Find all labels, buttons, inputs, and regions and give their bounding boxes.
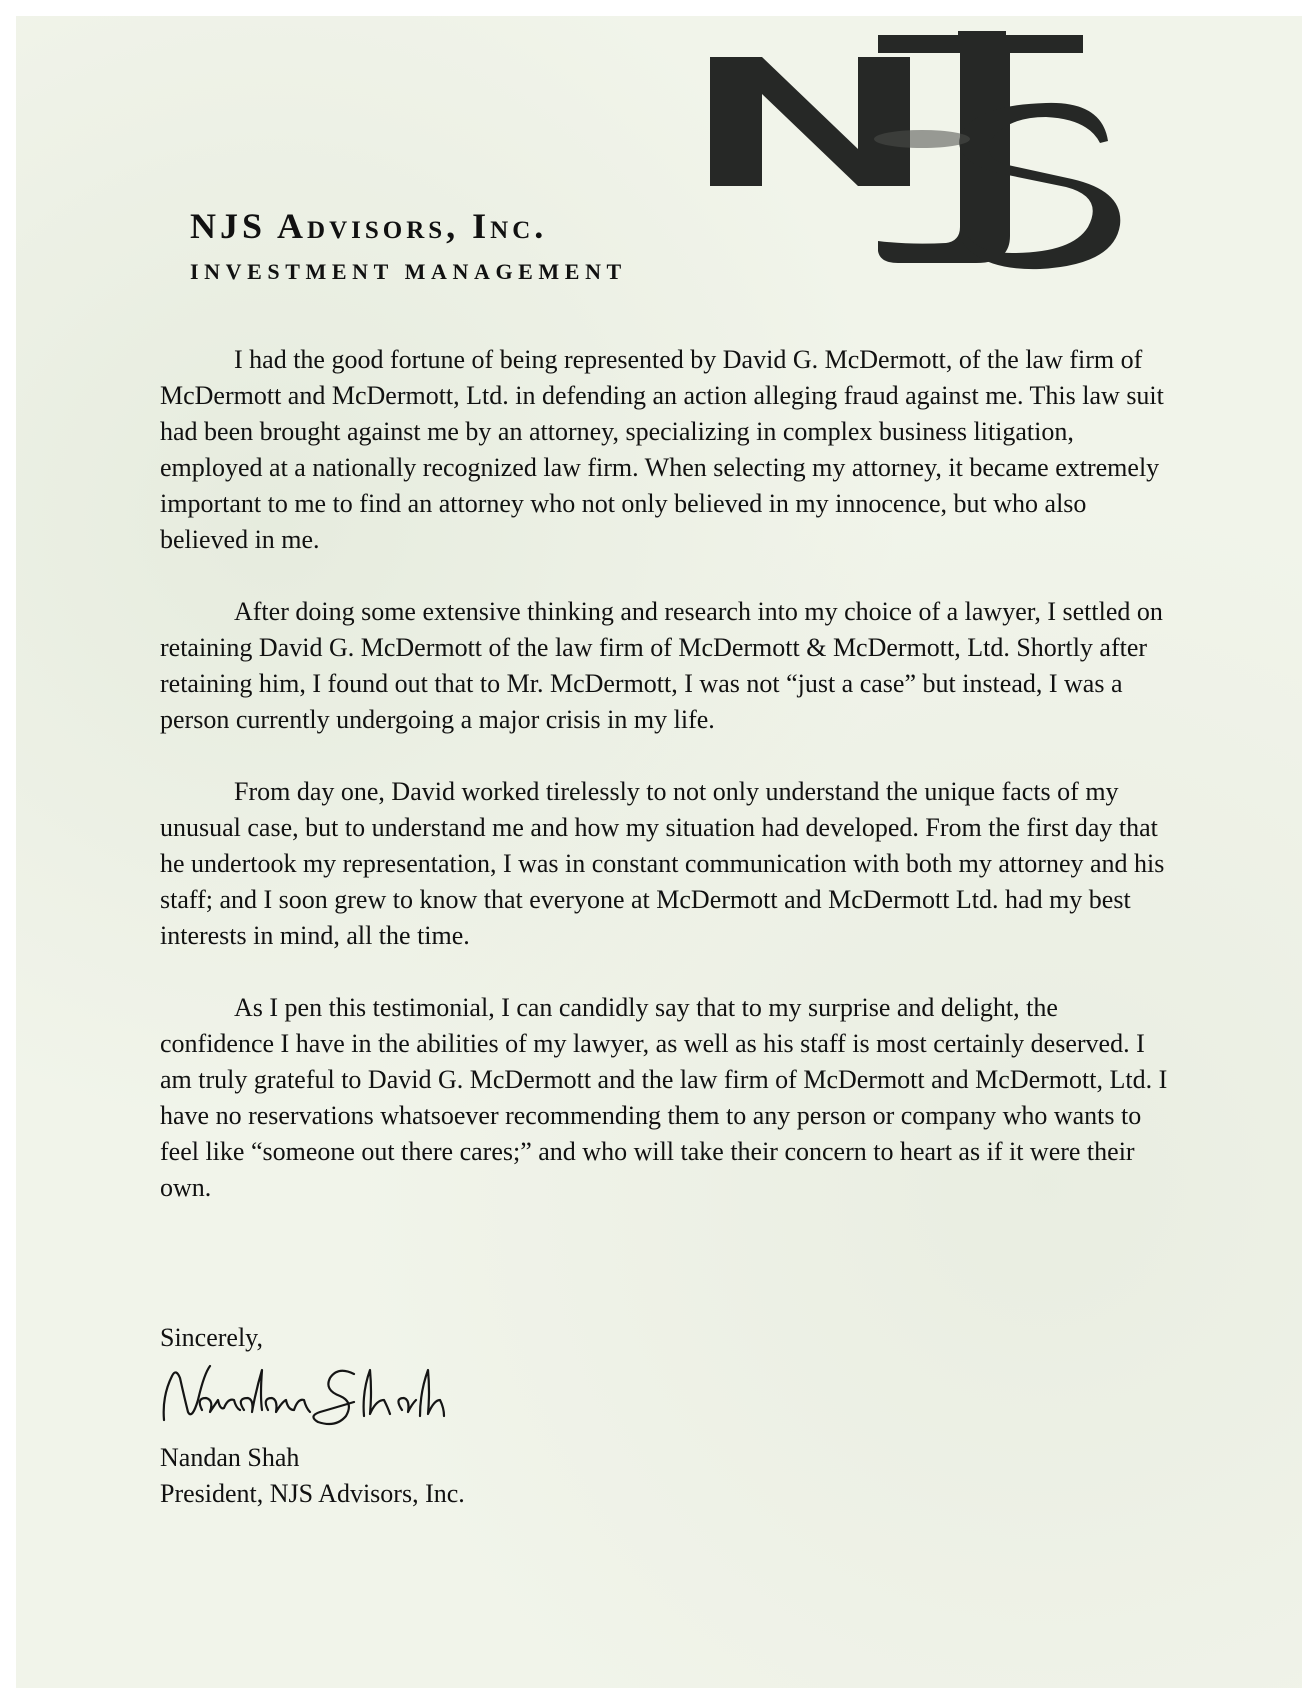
signer-title: President, NJS Advisors, Inc.	[160, 1479, 465, 1508]
company-name: NJS Advisors, Inc.	[190, 206, 548, 246]
signer-name: Nandan Shah	[160, 1443, 300, 1472]
closing: Sincerely,	[160, 1323, 263, 1352]
company-tagline: INVESTMENT MANAGEMENT	[190, 259, 627, 284]
signer-block	[160, 1440, 465, 1512]
paragraph-2: After doing some extensive thinking and research into my choice of a lawyer, I settled on retaining David G. McDermott of the law firm of McDermott & McDermott, Ltd. Shortly after retaining him, I found out that to Mr. McDermott, I was not “just a case” but instead, I was a person currently undergoing a major crisis in my life.	[160, 597, 1163, 734]
letter-page	[16, 16, 1302, 1688]
handwritten-signature	[158, 1356, 448, 1432]
paragraph-3: From day one, David worked tirelessly to not only understand the unique facts of my unusual case, but to understand me and how my situation had developed. From the first day that he undertook my representation, I was in constant communication with both my attorney and his staff; and I soon grew to know that everyone at McDermott and McDermott Ltd. had my best interests in mind, all the time.	[160, 777, 1165, 950]
paragraph-4: As I pen this testimonial, I can candidly say that to my surprise and delight, the confidence I have in the abilities of my lawyer, as well as his staff is most certainly deserved. I am truly grateful to David G. McDermott and the law firm of McDermott and McDermott, Ltd. I have no reservations whatsoever recommending them to any person or company who wants to feel like “someone out there cares;” and who will take their concern to heart as if it were their own.	[160, 993, 1168, 1202]
paragraph-1: I had the good fortune of being represented by David G. McDermott, of the law firm of McDermott and McDermott, Ltd. in defending an action alleging fraud against me. This law suit had been brought against me by an attorney, specializing in complex business litigation, employed at a nationally recognized law firm. When selecting my attorney, it became extremely important to me to find an attorney who not only believed in my innocence, but who also believed in me.	[160, 345, 1164, 554]
letter-body	[160, 342, 1170, 1242]
njs-logo	[710, 31, 1130, 271]
